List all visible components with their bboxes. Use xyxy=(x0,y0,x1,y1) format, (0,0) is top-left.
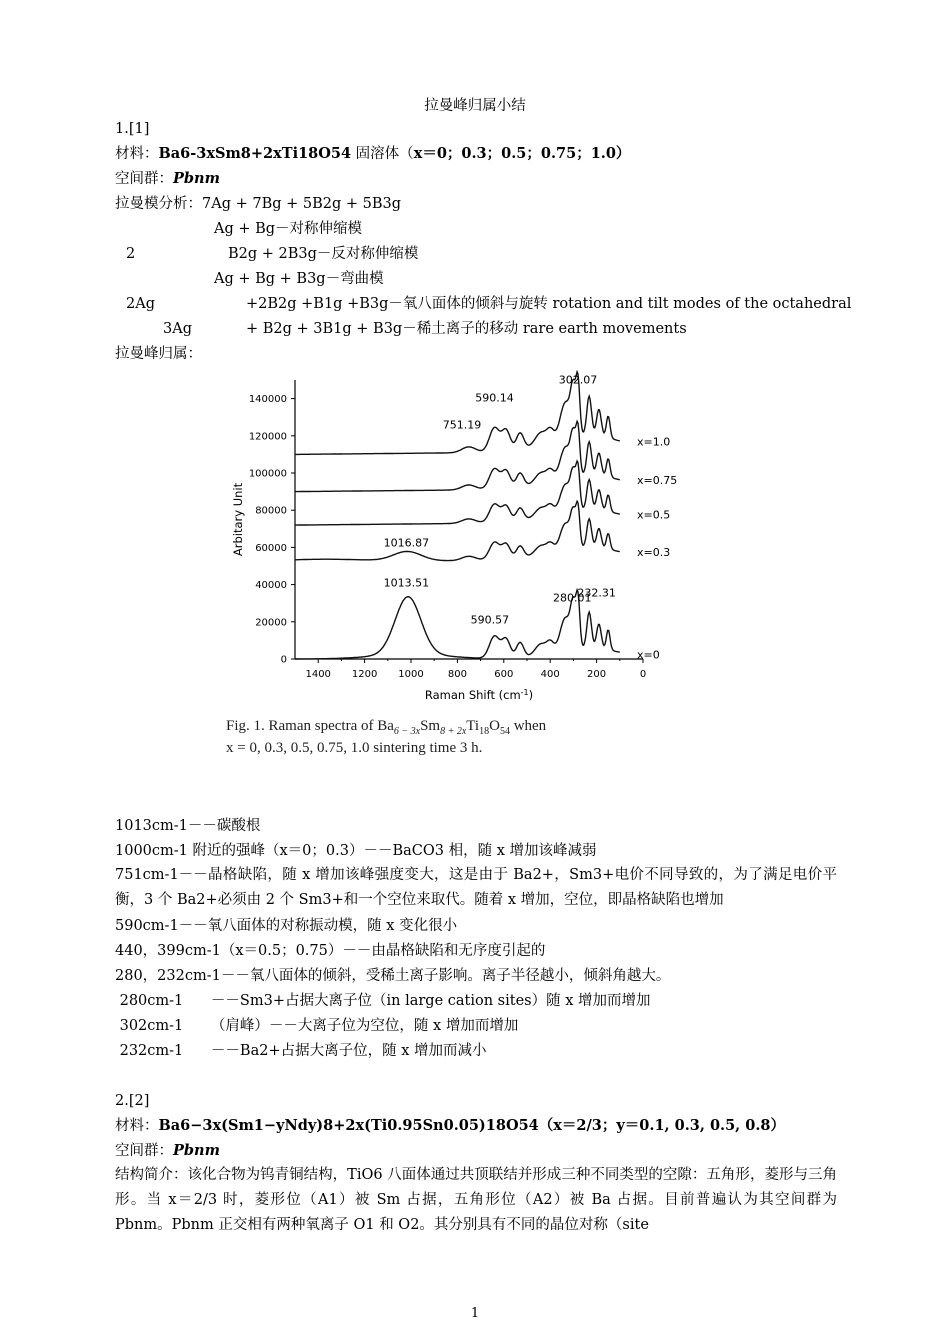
series-label: x=0.75 xyxy=(637,474,678,488)
y-axis-label: Arbitary Unit xyxy=(231,482,245,557)
x-tick-label: 1200 xyxy=(351,669,378,680)
caption-text-sm: Sm xyxy=(420,718,441,734)
note-line: 590cm-1－－氧八面体的对称振动模，随 x 变化很小 xyxy=(115,918,458,934)
material-formula: Ba6-3xSm8+2xTi18O54 xyxy=(158,145,352,162)
material-formula: Ba6−3x(Sm1−yNdy)8+2x(Ti0.95Sn0.05)18O54 xyxy=(158,1117,539,1134)
caption-text-when: when xyxy=(509,718,547,734)
section2-ref: 2.[2] xyxy=(115,1093,150,1109)
material-label: 材料： xyxy=(115,1118,159,1134)
raman-modes-line: 拉曼模分析：7Ag + 7Bg + 5B2g + 5B3g xyxy=(115,196,402,212)
x-tick-label: 1400 xyxy=(305,669,331,680)
section2-material xyxy=(115,1116,785,1136)
caption-text-ti: Ti xyxy=(466,718,480,734)
peak-label: 280.01 xyxy=(552,591,592,605)
x-tick-label: 1000 xyxy=(398,669,424,680)
y-tick-label: 100000 xyxy=(248,468,287,480)
note-line: 232cm-1 －－Ba2+占据大离子位，随 x 增加而减小 xyxy=(115,1043,487,1059)
peak-label: 590.57 xyxy=(470,613,510,627)
x-tick-label: 400 xyxy=(540,669,560,680)
space-group-label: 空间群： xyxy=(115,1143,173,1159)
note-line: 1000cm-1 附近的强峰（x＝0；0.3）－－BaCO3 相，随 x 增加该峰减弱 xyxy=(115,843,597,859)
mode-rare-earth: + B2g + 3B1g + B3g－稀土离子的移动 rare earth movements xyxy=(246,321,687,337)
material-mid: 固溶体（ xyxy=(351,146,414,162)
caption-sub-4: 54 xyxy=(499,726,510,737)
x-tick-label: 0 xyxy=(639,669,647,680)
assignment-label: 拉曼峰归属： xyxy=(115,346,202,362)
page-title: 拉曼峰归属小结 xyxy=(424,98,526,114)
x-tick-label: 200 xyxy=(587,669,607,680)
x-axis-label: Raman Shift $(cm^{-1})$ xyxy=(424,688,534,702)
mode-symmetric-stretch: Ag + Bg－对称伸缩模 xyxy=(214,221,363,237)
space-group-value: Pbnm xyxy=(173,170,220,187)
note-line: 302cm-1 （肩峰）－－大离子位为空位，随 x 增加而增加 xyxy=(115,1018,519,1034)
note-line: 280，232cm-1－－氧八面体的倾斜，受稀土离子影响。离子半径越小，倾斜角越大。 xyxy=(115,968,671,984)
mode-b-number: 2 xyxy=(126,246,136,262)
mode-antisymmetric-stretch: B2g + 2B3g－反对称伸缩模 xyxy=(228,246,419,262)
section1-space-group xyxy=(115,169,220,189)
material-x-values: x＝0；0.3；0.5；0.75；1.0） xyxy=(413,145,631,162)
section2-space-group xyxy=(115,1141,220,1161)
x-tick-label: 800 xyxy=(447,669,467,680)
structure-paragraph: 结构简介：该化合物为钨青铜结构，TiO6 八面体通过共顶联结并形成三种不同类型的空隙：五角形，菱形与三角形。当 x＝2/3 时，菱形位（A1）被 Sm 占据，五角形位（A2）被 Ba 占据。目前普遍认为其空间群为 Pbnm。Pbnm 正交相有两种氧离子 O1 和 O2。其分别具有不同的晶位对称（site xyxy=(115,1167,837,1233)
peak-label: 302.07 xyxy=(558,373,598,387)
series-label: x=0.5 xyxy=(637,508,671,522)
y-tick-label: 40000 xyxy=(255,580,287,592)
space-group-value: Pbnm xyxy=(173,1142,220,1159)
section1-material xyxy=(115,144,630,164)
figure-caption-line2: x = 0, 0.3, 0.5, 0.75, 1.0 sintering time 3 h. xyxy=(226,740,483,756)
peak-label: 1016.87 xyxy=(383,536,430,550)
spectrum-line xyxy=(295,421,620,491)
material-x-values: （x＝2/3；y＝0.1, 0.3, 0.5, 0.8） xyxy=(538,1117,786,1134)
y-tick-label: 80000 xyxy=(255,505,287,517)
caption-sub-2: 8 + 2x xyxy=(440,726,467,737)
peak-label: 232.31 xyxy=(577,586,616,600)
y-tick-label: 140000 xyxy=(248,394,287,406)
y-tick-label: 20000 xyxy=(255,617,287,629)
mode-rotation-tilt: +2B2g +B1g +B3g－氧八面体的倾斜与旋转 rotation and tilt modes of the octahedral xyxy=(246,296,852,312)
x-tick-label: 600 xyxy=(494,669,514,680)
series-label: x=0.3 xyxy=(637,546,671,560)
space-group-label: 空间群： xyxy=(115,171,173,187)
mode-d-number: 2Ag xyxy=(126,296,155,312)
y-tick-label: 60000 xyxy=(255,542,287,554)
mode-bending: Ag + Bg + B3g－弯曲模 xyxy=(214,271,384,287)
y-tick-label: 0 xyxy=(280,654,287,666)
mode-e-number: 3Ag xyxy=(163,321,192,337)
note-line: 1013cm-1－－碳酸根 xyxy=(115,818,261,834)
figure-caption-line1 xyxy=(226,718,546,737)
caption-text-o: O xyxy=(489,718,500,734)
peak-label: 751.19 xyxy=(442,418,482,432)
caption-sub-1: 6 − 3x xyxy=(393,726,421,737)
note-paragraph: 751cm-1－－晶格缺陷，随 x 增加该峰强度变大，这是由于 Ba2+，Sm3+电价不同导致的，为了满足电价平衡，3 个 Ba2+必须由 2 个 Sm3+和一个空位来取代。随着 x 增加，空位，即晶格缺陷也增加 xyxy=(115,867,837,908)
caption-text-a: Fig. 1. Raman spectra of Ba xyxy=(226,718,394,734)
series-label: x=0 xyxy=(637,648,660,662)
peak-label: 1013.51 xyxy=(383,576,430,590)
section1-ref: 1.[1] xyxy=(115,121,150,137)
material-label: 材料： xyxy=(115,146,159,162)
spectrum-line xyxy=(295,501,620,560)
peak-label: 590.14 xyxy=(475,391,514,405)
note-line: 440，399cm-1（x＝0.5；0.75）－－由晶格缺陷和无序度引起的 xyxy=(115,943,546,959)
page-number: 1 xyxy=(470,1306,480,1321)
series-label: x=1.0 xyxy=(637,435,671,449)
y-tick-label: 120000 xyxy=(248,431,287,443)
note-line: 280cm-1 －－Sm3+占据大离子位（in large cation sites）随 x 增加而增加 xyxy=(115,993,651,1009)
caption-sub-3: 18 xyxy=(479,726,490,737)
raman-spectra-chart xyxy=(225,370,685,710)
spectrum-line xyxy=(295,461,620,525)
